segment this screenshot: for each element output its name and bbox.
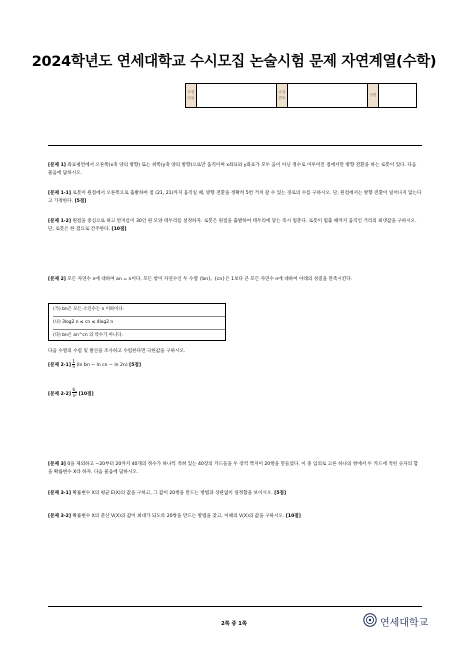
seal-icon — [363, 612, 377, 631]
problem-3-2-label: [문제 3-2] — [48, 514, 71, 519]
problem-3-2 — [48, 513, 422, 521]
problem-1-label: [문제 1] — [48, 163, 66, 168]
name-cell — [368, 84, 416, 107]
exam-number-field[interactable] — [288, 84, 367, 107]
problem-3-intro — [48, 461, 422, 477]
problem-2-2 — [48, 388, 422, 399]
problem-2-2-points: [10점] — [78, 391, 94, 397]
problem-3-text: 0을 제외하고 −20부터 20까지 40개의 정수가 하나씩 적혀 있는 40장의 카드들을 두 장씩 짝지어 20쌍을 만들었다. 이 중 임의로 고른 하나의 쌍에서 두 카드에 적힌 숫자의 합을 확률변수 X라 하자. 다음 물음에 답하시오. — [48, 462, 418, 475]
condition-c: (다) bn은 an^cn 의 약수가 아니다. — [53, 333, 123, 338]
department-cell — [186, 84, 277, 107]
condition-b: (나) 3log2 n ≤ cn ≤ 4log2 n — [53, 317, 225, 330]
problem-3-2-points: [10점] — [285, 514, 301, 519]
fraction-1-over-n: 1 n — [72, 359, 75, 369]
applicant-info-box — [185, 83, 417, 108]
top-divider — [48, 145, 422, 146]
exam-number-label: 수험번호 — [277, 84, 288, 107]
problem-1-2-label: [문제 1-2] — [48, 219, 71, 224]
problem-3-1-points: [5점] — [274, 491, 287, 496]
problem-3-1-text: 확률변수 X의 평균 E(X)의 값을 구하고, 그 값이 20쌍을 만드는 방법과 상관없이 일정함을 보이시오. — [72, 491, 273, 496]
fraction-bn-over-n-squared: $b_n$ n² — [72, 387, 78, 399]
problem-1-intro — [48, 162, 422, 178]
problem-1-1-text: 로봇이 원점에서 오른쪽으로 출발하여 점 (21, 21)까지 움직일 때, 방향 전환을 정확히 5번 거쳐 갈 수 있는 경로의 수를 구하시오. 단, 원점에서는 방향 전환이 일어나지 않는다고 가정한다. — [48, 191, 422, 204]
conditions-box — [48, 303, 226, 341]
problem-3-1 — [48, 490, 422, 498]
name-label: 성명 — [368, 84, 379, 107]
problem-2-lead: 다음 수열의 수렴 및 발산을 조사하고 수렴한다면 극한값을 구하시오. — [48, 349, 186, 354]
page-title: 2024학년도 연세대학교 수시모집 논술시험 문제 자연계열(수학) — [31, 54, 437, 70]
problem-1-1-label: [문제 1-1] — [48, 191, 71, 196]
problem-1-1-points: [5점] — [74, 199, 87, 204]
problem-2-intro — [48, 276, 422, 284]
condition-a: (가) bn은 모든 소인수는 n 이하이다. — [53, 304, 225, 317]
department-label: 모집단위 — [186, 84, 197, 107]
problem-1-2 — [48, 218, 422, 234]
department-field[interactable] — [197, 84, 276, 107]
name-field[interactable] — [379, 84, 416, 107]
problem-2-2-label: [문제 2-2] — [48, 391, 71, 397]
problem-2-1 — [48, 360, 422, 370]
problem-3-1-label: [문제 3-1] — [48, 491, 71, 496]
bottom-divider — [48, 606, 422, 607]
logo-text: 연세대학교 — [380, 618, 429, 629]
problem-2-text: 모든 자연수 n에 대하여 an = n이다. 모든 항이 자연수인 두 수열 {bn}, {cn}은 1보다 큰 모든 자연수 n에 대하여 아래의 성질을 만족시킨다. — [67, 277, 353, 282]
page-number: 2쪽 중 1쪽 — [221, 621, 247, 627]
problem-3-label: [문제 3] — [48, 462, 66, 467]
problem-1-2-text: 원점을 중심으로 하고 반지름이 30인 원 모양 테두리를 설정하자. 로봇은 원점을 출발하여 테두리에 닿는 즉시 멈춘다. 로봇이 멈출 때까지 움직인 거리의 최댓값을 구하시오. 단, 로봇은 한 점으로 간주한다. — [48, 219, 417, 232]
exam-number-cell — [277, 84, 368, 107]
problem-2-1-label: [문제 2-1] — [48, 363, 71, 368]
problem-2-1-points: [5점] — [129, 363, 141, 368]
problem-1-text: 좌표평면에서 오른쪽(x축 양의 방향) 또는 위쪽(y축 양의 방향)으로만 움직이며 x좌표와 y좌표가 모두 음이 아닌 정수로 이루어진 점에서만 방향 전환을 하는 로봇이 있다. 다음 물음에 답하시오. — [48, 163, 417, 176]
problem-3-2-text: 확률변수 X의 분산 V(X)의 값이 최대가 되도록 20쌍을 만드는 방법을 찾고, 이때의 V(X)의 값을 구하시오. — [72, 514, 285, 519]
problem-2-1-expression: 1 n (ln bn − ln cn − ln 2n) — [72, 359, 128, 369]
problem-1-1 — [48, 190, 422, 206]
problem-1-2-points: [10점] — [111, 227, 127, 232]
problem-2-label: [문제 2] — [48, 277, 66, 282]
university-logo — [363, 612, 428, 631]
